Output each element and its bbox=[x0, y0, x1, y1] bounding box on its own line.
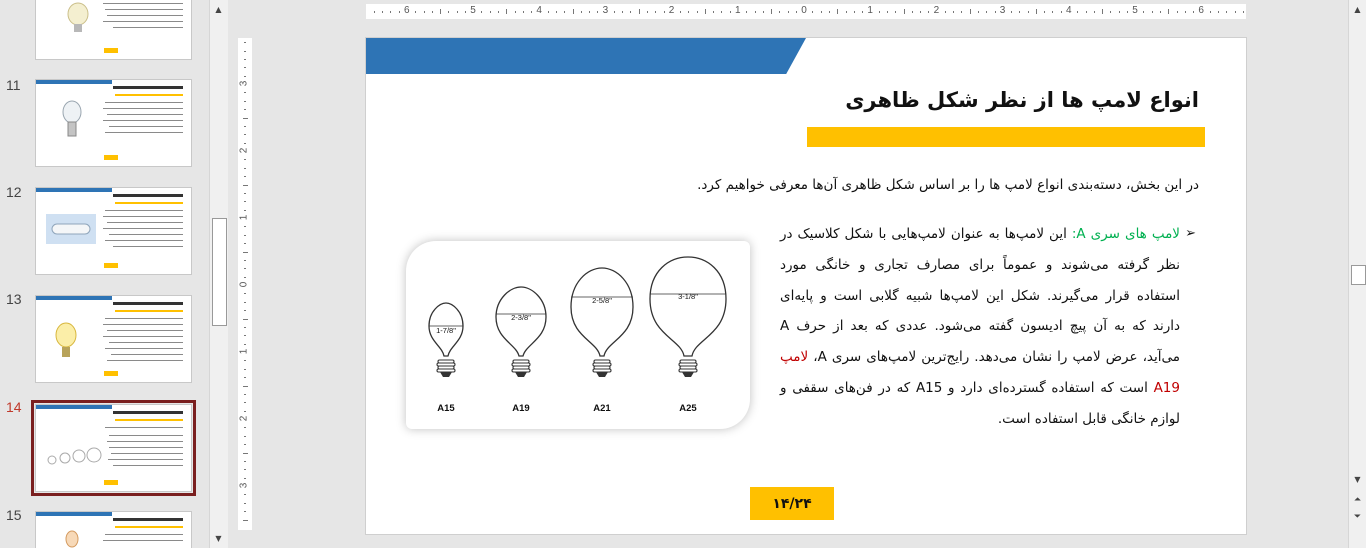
slide-thumbnail-active[interactable] bbox=[35, 404, 192, 492]
bulb-thumbnail-icon bbox=[64, 530, 80, 548]
slide-title[interactable]: انواع لامپ ها از نظر شکل ظاهری bbox=[845, 88, 1199, 112]
tube-lamp-thumbnail-icon bbox=[46, 214, 96, 244]
ruler-label: 3 bbox=[238, 482, 250, 489]
ruler-label: 1 bbox=[867, 5, 873, 16]
ruler-tick bbox=[244, 411, 246, 412]
ruler-tick bbox=[1011, 11, 1012, 13]
scroll-down-icon[interactable]: ▼ bbox=[1350, 472, 1365, 487]
ruler-tick bbox=[244, 210, 246, 211]
ruler-tick bbox=[243, 386, 248, 387]
ruler-tick bbox=[1102, 9, 1103, 14]
ruler-label: 3 bbox=[238, 80, 250, 87]
ruler-tick bbox=[244, 511, 246, 512]
ruler-tick bbox=[244, 176, 246, 177]
ruler-tick bbox=[244, 494, 246, 495]
ruler-tick bbox=[244, 243, 246, 244]
ruler-tick bbox=[904, 9, 905, 14]
ruler-tick bbox=[556, 11, 557, 13]
ruler-tick bbox=[664, 11, 665, 13]
ruler-tick bbox=[523, 11, 524, 13]
ruler-tick bbox=[243, 319, 248, 320]
ruler-tick bbox=[244, 360, 246, 361]
ruler-tick bbox=[506, 9, 507, 14]
ruler-tick bbox=[531, 11, 532, 13]
lamp-width-label: 2-3/8" bbox=[511, 313, 531, 322]
header-accent-bar bbox=[366, 38, 806, 74]
ruler-tick bbox=[730, 11, 731, 13]
editor-scrollbar[interactable] bbox=[1348, 0, 1366, 548]
ruler-tick bbox=[713, 11, 714, 13]
ruler-tick bbox=[440, 9, 441, 14]
thumbnail-scrollbar[interactable] bbox=[209, 0, 228, 548]
horizontal-ruler bbox=[366, 4, 1246, 19]
ruler-tick bbox=[1143, 11, 1144, 13]
slide-thumbnail-pane bbox=[0, 0, 208, 548]
ruler-tick bbox=[244, 310, 246, 311]
ruler-tick bbox=[244, 201, 246, 202]
ruler-tick bbox=[244, 327, 246, 328]
ruler-tick bbox=[614, 11, 615, 13]
ruler-tick bbox=[854, 11, 855, 13]
lamp-sizes-diagram bbox=[406, 241, 750, 429]
ruler-label: 5 bbox=[1132, 5, 1138, 16]
ruler-label: 6 bbox=[404, 5, 410, 16]
ruler-tick bbox=[755, 11, 756, 13]
lamps-thumbnail-icon bbox=[44, 443, 104, 473]
ruler-tick bbox=[390, 11, 391, 13]
ruler-tick bbox=[705, 9, 706, 14]
ruler-tick bbox=[424, 11, 425, 13]
ruler-tick bbox=[244, 67, 246, 68]
ruler-tick bbox=[912, 11, 913, 13]
scroll-up-icon[interactable]: ▲ bbox=[211, 2, 226, 17]
body-paragraph[interactable] bbox=[780, 219, 1180, 435]
ruler-tick bbox=[244, 42, 246, 43]
ruler-tick bbox=[622, 11, 623, 13]
ruler-tick bbox=[244, 51, 246, 52]
slide-thumbnail[interactable] bbox=[35, 0, 192, 60]
lamp-width-label: 3-1/8" bbox=[678, 292, 698, 301]
previous-slide-icon[interactable]: ⏶ bbox=[1350, 492, 1365, 507]
ruler-label: 3 bbox=[999, 5, 1006, 16]
ruler-tick bbox=[243, 252, 248, 253]
ruler-tick bbox=[244, 427, 246, 428]
bulb-thumbnail-icon bbox=[54, 322, 78, 364]
ruler-tick bbox=[1110, 11, 1111, 13]
ruler-tick bbox=[862, 11, 863, 13]
scroll-up-icon[interactable]: ▲ bbox=[1350, 2, 1365, 17]
ruler-tick bbox=[812, 11, 813, 13]
ruler-tick bbox=[244, 268, 246, 269]
ruler-tick bbox=[928, 11, 929, 13]
title-underline bbox=[807, 127, 1205, 147]
ruler-tick bbox=[1052, 11, 1053, 13]
ruler-tick bbox=[244, 394, 246, 395]
intro-paragraph[interactable]: در این بخش، دسته‌بندی انواع لامپ ها را بر اساس شکل ظاهری آن‌ها معرفی خواهیم کرد. bbox=[697, 177, 1199, 193]
ruler-tick bbox=[573, 9, 574, 14]
ruler-tick bbox=[771, 9, 772, 14]
ruler-tick bbox=[432, 11, 433, 13]
slide-thumbnail[interactable] bbox=[35, 511, 192, 548]
ruler-tick bbox=[244, 235, 246, 236]
ruler-tick bbox=[498, 11, 499, 13]
ruler-tick bbox=[655, 11, 656, 13]
ruler-tick bbox=[1077, 11, 1078, 13]
slide-number: 12 bbox=[6, 184, 22, 200]
ruler-tick bbox=[887, 11, 888, 13]
ruler-tick bbox=[244, 369, 246, 370]
ruler-tick bbox=[244, 344, 246, 345]
ruler-tick bbox=[879, 11, 880, 13]
ruler-tick bbox=[244, 260, 246, 261]
ruler-tick bbox=[415, 11, 416, 13]
ruler-tick bbox=[1127, 11, 1128, 13]
ruler-tick bbox=[244, 444, 246, 445]
body-text-part2: است که استفاده گسترده‌ای دارد و A15 که در فن‌های سقفی و لوازم خانگی قابل استفاده است. bbox=[780, 379, 1180, 427]
ruler-tick bbox=[953, 11, 954, 13]
ruler-tick bbox=[589, 11, 590, 13]
ruler-tick bbox=[680, 11, 681, 13]
ruler-label: 4 bbox=[536, 5, 542, 16]
scroll-down-icon[interactable]: ▼ bbox=[211, 531, 226, 546]
ruler-label: 4 bbox=[1066, 5, 1072, 16]
ruler-tick bbox=[581, 11, 582, 13]
ruler-tick bbox=[548, 11, 549, 13]
ruler-tick bbox=[1218, 11, 1219, 13]
next-slide-icon[interactable]: ⏷ bbox=[1350, 509, 1365, 524]
page-number-badge[interactable]: ۱۴/۲۴ bbox=[750, 487, 834, 520]
lamp-a19-icon bbox=[496, 287, 546, 377]
ruler-tick bbox=[244, 143, 246, 144]
scroll-thumb[interactable] bbox=[212, 218, 227, 326]
ruler-label: 0 bbox=[238, 281, 250, 288]
ruler-tick bbox=[244, 134, 246, 135]
slide-thumbnail[interactable] bbox=[35, 187, 192, 275]
ruler-tick bbox=[829, 11, 830, 13]
slide-number: 13 bbox=[6, 291, 22, 307]
vertical-ruler bbox=[238, 38, 252, 530]
ruler-label: 0 bbox=[801, 5, 807, 16]
ruler-tick bbox=[244, 335, 246, 336]
lamp-illustration[interactable] bbox=[406, 241, 750, 429]
slide-number: 15 bbox=[6, 507, 22, 523]
ruler-tick bbox=[244, 503, 246, 504]
series-a-heading: لامپ های سری A: bbox=[1071, 226, 1181, 242]
ruler-tick bbox=[895, 11, 896, 13]
ruler-label: 5 bbox=[470, 5, 476, 16]
ruler-tick bbox=[647, 11, 648, 13]
ruler-tick bbox=[244, 168, 246, 169]
ruler-tick bbox=[244, 193, 246, 194]
ruler-label: 1 bbox=[735, 5, 741, 16]
ruler-tick bbox=[1094, 11, 1095, 13]
ruler-tick bbox=[796, 11, 797, 13]
body-text-part1: این لامپ‌ها به عنوان لامپ‌هایی با شکل کلاسیک در نظر گرفته می‌شوند و عموماً برای مصارف تجاری و خانگی مورد استفاده قرار می‌گیرند. شکل این لامپ‌ها شبیه گلابی است و پایه‌ای دارند که به آن پیچ ادیسون گفته می‌شود. عددی که بعد از حرف A می‌آید، عرض لامپ را نشان می‌دهد. رایج‌ترین لامپ‌های سری A، bbox=[780, 226, 1181, 366]
ruler-tick bbox=[374, 11, 375, 13]
ruler-tick bbox=[244, 436, 246, 437]
ruler-tick bbox=[244, 76, 246, 77]
ruler-tick bbox=[481, 11, 482, 13]
ruler-tick bbox=[846, 11, 847, 13]
ruler-tick bbox=[490, 11, 491, 13]
ruler-tick bbox=[244, 92, 246, 93]
ruler-label: 2 bbox=[238, 415, 250, 422]
ruler-tick bbox=[244, 478, 246, 479]
ruler-tick bbox=[697, 11, 698, 13]
lamp-a21-icon bbox=[571, 268, 633, 377]
ruler-tick bbox=[1193, 11, 1194, 13]
ruler-tick bbox=[448, 11, 449, 13]
ruler-tick bbox=[465, 11, 466, 13]
ruler-label: 2 bbox=[238, 147, 250, 154]
ruler-tick bbox=[1019, 11, 1020, 13]
slide-canvas[interactable] bbox=[365, 37, 1247, 535]
lamp-width-label: 2-5/8" bbox=[592, 296, 612, 305]
lamp-name-label: A15 bbox=[437, 403, 455, 414]
ruler-label: 2 bbox=[668, 5, 675, 16]
lamp-a25-icon bbox=[650, 257, 726, 377]
ruler-label: 2 bbox=[933, 5, 940, 16]
ruler-label: 3 bbox=[602, 5, 609, 16]
arrow-bullet-icon: ➢ bbox=[1185, 226, 1196, 241]
ruler-tick bbox=[1036, 9, 1037, 14]
ruler-tick bbox=[244, 377, 246, 378]
bulb-thumbnail-icon bbox=[64, 1, 92, 35]
slide-thumbnail[interactable] bbox=[35, 295, 192, 383]
ruler-label: 1 bbox=[238, 214, 250, 221]
slide-number: 11 bbox=[6, 77, 21, 93]
ruler-tick bbox=[945, 11, 946, 13]
bulb-thumbnail-icon bbox=[60, 100, 84, 142]
lamp-name-label: A19 bbox=[512, 403, 530, 414]
ruler-tick bbox=[837, 9, 838, 14]
ruler-tick bbox=[399, 11, 400, 13]
scroll-thumb[interactable] bbox=[1351, 265, 1366, 285]
ruler-tick bbox=[1119, 11, 1120, 13]
ruler-label: 6 bbox=[1198, 5, 1204, 16]
ruler-tick bbox=[995, 11, 996, 13]
lamp-name-label: A21 bbox=[593, 403, 611, 414]
slide-number: 14 bbox=[6, 399, 22, 415]
slide-thumbnail[interactable] bbox=[35, 79, 192, 167]
ruler-tick bbox=[244, 109, 246, 110]
ruler-tick bbox=[1226, 11, 1227, 13]
ruler-tick bbox=[779, 11, 780, 13]
ruler-tick bbox=[721, 11, 722, 13]
ruler-tick bbox=[1185, 11, 1186, 13]
ruler-tick bbox=[1177, 11, 1178, 13]
ruler-tick bbox=[1160, 11, 1161, 13]
ruler-tick bbox=[978, 11, 979, 13]
lamp-a15-icon bbox=[429, 303, 463, 377]
ruler-tick bbox=[564, 11, 565, 13]
ruler-tick bbox=[515, 11, 516, 13]
ruler-tick bbox=[1168, 9, 1169, 14]
ruler-tick bbox=[244, 101, 246, 102]
ruler-tick bbox=[244, 126, 246, 127]
ruler-label: 1 bbox=[238, 348, 250, 355]
ruler-tick bbox=[1152, 11, 1153, 13]
ruler-tick bbox=[630, 11, 631, 13]
lamp-width-label: 1-7/8" bbox=[436, 326, 456, 335]
ruler-tick bbox=[244, 469, 246, 470]
ruler-tick bbox=[1210, 11, 1211, 13]
ruler-tick bbox=[986, 11, 987, 13]
ruler-tick bbox=[639, 9, 640, 14]
ruler-tick bbox=[970, 9, 971, 14]
ruler-tick bbox=[961, 11, 962, 13]
ruler-tick bbox=[244, 402, 246, 403]
ruler-tick bbox=[1243, 11, 1244, 13]
ruler-tick bbox=[244, 59, 246, 60]
ruler-tick bbox=[1235, 11, 1236, 13]
ruler-tick bbox=[244, 302, 246, 303]
ruler-tick bbox=[457, 11, 458, 13]
ruler-tick bbox=[244, 293, 246, 294]
ruler-tick bbox=[244, 226, 246, 227]
ruler-tick bbox=[244, 461, 246, 462]
ruler-tick bbox=[597, 11, 598, 13]
lamp-name-label: A25 bbox=[679, 403, 697, 414]
ruler-tick bbox=[244, 277, 246, 278]
ruler-tick bbox=[821, 11, 822, 13]
ruler-tick bbox=[243, 520, 248, 521]
ruler-tick bbox=[763, 11, 764, 13]
ruler-tick bbox=[746, 11, 747, 13]
ruler-tick bbox=[243, 118, 248, 119]
ruler-tick bbox=[382, 11, 383, 13]
ruler-tick bbox=[788, 11, 789, 13]
ruler-tick bbox=[1028, 11, 1029, 13]
ruler-tick bbox=[244, 159, 246, 160]
ruler-tick bbox=[1044, 11, 1045, 13]
ruler-tick bbox=[920, 11, 921, 13]
ruler-tick bbox=[1061, 11, 1062, 13]
a19-highlight: لامپ A19 bbox=[780, 349, 1180, 396]
ruler-tick bbox=[243, 453, 248, 454]
ruler-tick bbox=[243, 185, 248, 186]
ruler-tick bbox=[1086, 11, 1087, 13]
ruler-tick bbox=[688, 11, 689, 13]
